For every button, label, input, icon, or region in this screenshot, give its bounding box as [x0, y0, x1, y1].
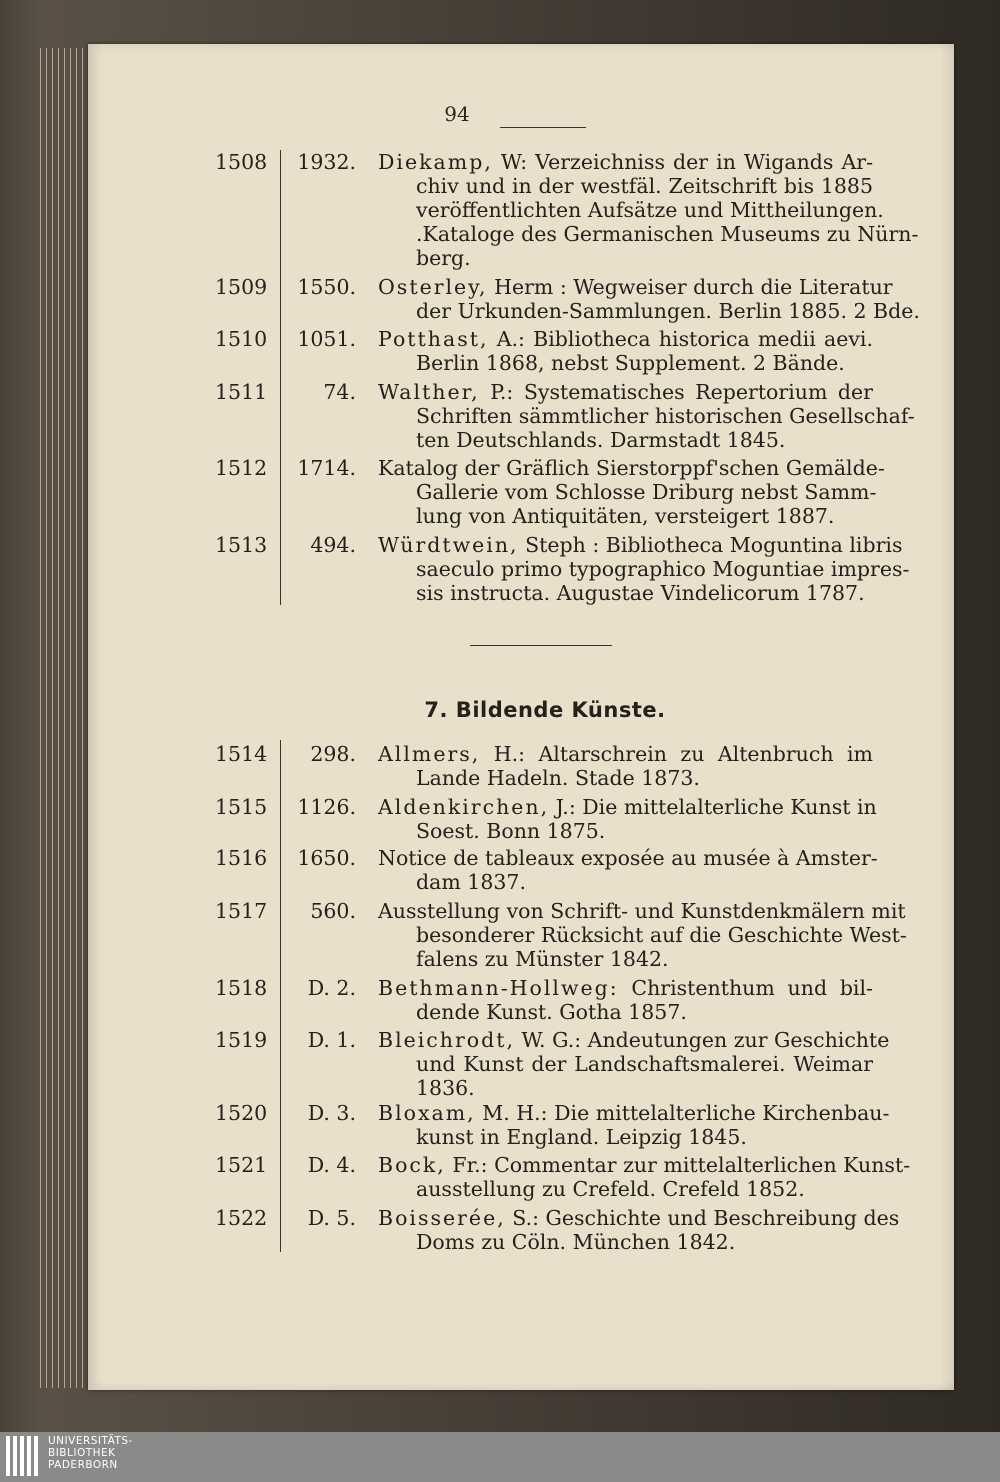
- entry-line-text: chiv und in der westfäl. Zeitschrift bis 1885: [416, 174, 873, 198]
- shelf-number: 1126.: [297, 795, 356, 819]
- entry-line: [378, 380, 873, 404]
- entry-line-text: .Kataloge des Germanischen Museums zu Nürn-: [416, 222, 919, 246]
- shelf-number: D. 2.: [307, 976, 356, 1000]
- entry-author: Bock,: [378, 1153, 446, 1177]
- entry-line-text: Ausstellung von Schrift- und Kunstdenkmälern mit: [378, 899, 906, 923]
- library-logo-icon: [6, 1436, 41, 1476]
- entry-number: 1508: [215, 150, 268, 174]
- shelf-number: 1051.: [297, 327, 356, 351]
- entry-author: Boisserée,: [378, 1206, 506, 1230]
- entry-line: [378, 1101, 890, 1125]
- entry-line: [378, 947, 873, 971]
- page-number: 94: [444, 102, 470, 126]
- shelf-number: 494.: [310, 533, 356, 557]
- entry-line-text: sis instructa. Augustae Vindelicorum 1787.: [416, 581, 865, 605]
- library-footer: [0, 1432, 1000, 1482]
- entry-line-text: Katalog der Gräflich Sierstorppf'schen Gemälde-: [378, 456, 885, 480]
- entry-line-text: Notice de tableaux exposée au musée à Amster-: [378, 846, 878, 870]
- entry-text: [378, 846, 878, 894]
- entry-text: [378, 533, 910, 605]
- entry-number: 1509: [215, 275, 268, 299]
- entry-author: Würdtwein,: [378, 533, 519, 557]
- entry-number: 1519: [215, 1028, 268, 1052]
- entry-line-text: saeculo primo typographico Moguntiae impres-: [416, 557, 910, 581]
- entry-line-text: W. G.: Andeutungen zur Geschichte: [521, 1028, 890, 1052]
- entry-line: [378, 1125, 873, 1149]
- library-logo-text: UNIVERSITÄTS- BIBLIOTHEK PADERBORN: [48, 1435, 133, 1471]
- entry-number: 1522: [215, 1206, 268, 1230]
- entry-line: [378, 1153, 911, 1177]
- entry-line: [378, 404, 915, 428]
- shelf-number: D. 1.: [307, 1028, 356, 1052]
- shelf-number: 1932.: [297, 150, 356, 174]
- entry-line-text: ten Deutschlands. Darmstadt 1845.: [416, 428, 786, 452]
- entry-line-text: Soest. Bonn 1875.: [416, 819, 606, 843]
- entry-line-text: Lande Hadeln. Stade 1873.: [416, 766, 700, 790]
- entry-line: [378, 819, 873, 843]
- entry-text: [378, 1153, 911, 1201]
- entry-line: [378, 504, 873, 528]
- entry-line: [378, 923, 907, 947]
- entry-line-text: H.: Altarschrein zu Altenbruch im: [493, 742, 873, 766]
- entry-number: 1512: [215, 456, 268, 480]
- entry-line: [378, 742, 873, 766]
- entry-line: [378, 795, 877, 819]
- entry-line-text: besonderer Rücksicht auf die Geschichte West-: [416, 923, 907, 947]
- entry-line-text: und Kunst der Landschaftsmalerei. Weimar: [416, 1052, 873, 1076]
- entry-author: Walther,: [378, 380, 480, 404]
- entry-text: [378, 1101, 890, 1149]
- entry-line: [378, 1206, 900, 1230]
- entry-line-text: dende Kunst. Gotha 1857.: [416, 1000, 687, 1024]
- entry-line-text: S.: Geschichte und Beschreibung des: [512, 1206, 900, 1230]
- entry-line: [378, 299, 920, 323]
- entry-line: [378, 1230, 873, 1254]
- entry-line-text: der Urkunden-Sammlungen. Berlin 1885. 2 Bde.: [416, 299, 920, 323]
- shelf-number: 560.: [310, 899, 356, 923]
- entry-line: [378, 198, 884, 222]
- entry-author: Bleichrodt,: [378, 1028, 516, 1052]
- shelf-number: 298.: [310, 742, 356, 766]
- entry-line-text: ausstellung zu Crefeld. Crefeld 1852.: [416, 1177, 805, 1201]
- entry-number: 1516: [215, 846, 268, 870]
- section-title: 7. Bildende Künste.: [424, 698, 666, 722]
- shelf-number: 1650.: [297, 846, 356, 870]
- entry-number: 1518: [215, 976, 268, 1000]
- entry-text: [378, 1206, 900, 1254]
- entry-author: Bloxam,: [378, 1101, 476, 1125]
- entry-line: [378, 766, 873, 790]
- entry-text: [378, 456, 885, 528]
- shelf-number: 1714.: [297, 456, 356, 480]
- entry-number: 1520: [215, 1101, 268, 1125]
- entry-number: 1514: [215, 742, 268, 766]
- entry-text: [378, 795, 877, 843]
- entry-author: Potthast,: [378, 327, 489, 351]
- entry-text: [378, 742, 873, 790]
- entry-line: [378, 428, 873, 452]
- entry-line: [378, 557, 910, 581]
- entry-number: 1511: [215, 380, 268, 404]
- entry-line: [378, 1000, 873, 1024]
- entry-line-text: Doms zu Cöln. München 1842.: [416, 1230, 736, 1254]
- entry-line-text: falens zu Münster 1842.: [416, 947, 669, 971]
- entry-line: [378, 533, 903, 557]
- entry-line-text: Berlin 1868, nebst Supplement. 2 Bände.: [416, 351, 845, 375]
- entry-line: [378, 480, 877, 504]
- entry-line: [378, 581, 873, 605]
- entry-line: [378, 1052, 873, 1076]
- entry-line-text: J.: Die mittelalterliche Kunst in: [555, 795, 877, 819]
- entry-author: Osterley,: [378, 275, 488, 299]
- shelf-number: 74.: [323, 380, 356, 404]
- entry-line-text: Herm : Wegweiser durch die Literatur: [494, 275, 893, 299]
- section-separator: [470, 645, 612, 646]
- entry-author: Diekamp,: [378, 150, 493, 174]
- entry-number: 1517: [215, 899, 268, 923]
- entry-line-text: M. H.: Die mittelalterliche Kirchenbau-: [482, 1101, 890, 1125]
- entry-line-text: Schriften sämmtlicher historischen Gesellschaf-: [416, 404, 915, 428]
- entry-line: [378, 150, 873, 174]
- entry-line-text: W: Verzeichniss der in Wigands Ar-: [500, 150, 873, 174]
- entry-line-text: kunst in England. Leipzig 1845.: [416, 1125, 747, 1149]
- entry-line: [378, 870, 873, 894]
- entry-number: 1521: [215, 1153, 268, 1177]
- entry-line: [378, 222, 919, 246]
- entry-line-text: Fr.: Commentar zur mittelalterlichen Kunst-: [452, 1153, 911, 1177]
- entry-text: [378, 150, 919, 270]
- entry-number: 1515: [215, 795, 268, 819]
- entry-line: [378, 1177, 873, 1201]
- entry-text: [378, 380, 915, 452]
- entry-line-text: P.: Systematisches Repertorium der: [490, 380, 873, 404]
- entry-line: [378, 1076, 873, 1100]
- entry-line-text: berg.: [416, 246, 471, 270]
- page-number-rule: [500, 127, 586, 128]
- entry-line-text: Christenthum und bil-: [631, 976, 873, 1000]
- entry-line-text: veröffentlichten Aufsätze und Mittheilungen.: [416, 198, 884, 222]
- entry-line: [378, 976, 873, 1000]
- entry-author: Aldenkirchen,: [378, 795, 550, 819]
- entry-line: [378, 351, 873, 375]
- entry-line: [378, 327, 873, 351]
- entry-text: [378, 275, 920, 323]
- shelf-number: D. 3.: [307, 1101, 356, 1125]
- entry-line: [378, 846, 878, 870]
- entry-number: 1513: [215, 533, 268, 557]
- entry-author: Bethmann-Hollweg:: [378, 976, 619, 1000]
- shelf-number: 1550.: [297, 275, 356, 299]
- entry-text: [378, 899, 907, 971]
- entry-line-text: lung von Antiquitäten, versteigert 1887.: [416, 504, 835, 528]
- entry-line: [378, 1028, 890, 1052]
- entry-number: 1510: [215, 327, 268, 351]
- entry-line: [378, 899, 906, 923]
- entry-line-text: Gallerie vom Schlosse Driburg nebst Samm-: [416, 480, 877, 504]
- shelf-number: D. 4.: [307, 1153, 356, 1177]
- entry-line-text: 1836.: [416, 1076, 475, 1100]
- entry-text: [378, 1028, 890, 1100]
- shelf-number: D. 5.: [307, 1206, 356, 1230]
- entry-line: [378, 456, 885, 480]
- entry-author: Allmers,: [378, 742, 481, 766]
- entry-line: [378, 275, 893, 299]
- entry-line-text: Steph : Bibliotheca Moguntina libris: [525, 533, 903, 557]
- entry-line-text: A.: Bibliotheca historica medii aevi.: [496, 327, 873, 351]
- entry-text: [378, 327, 873, 375]
- entry-text: [378, 976, 873, 1024]
- entry-line: [378, 246, 873, 270]
- entry-line: [378, 174, 873, 198]
- entry-line-text: dam 1837.: [416, 870, 526, 894]
